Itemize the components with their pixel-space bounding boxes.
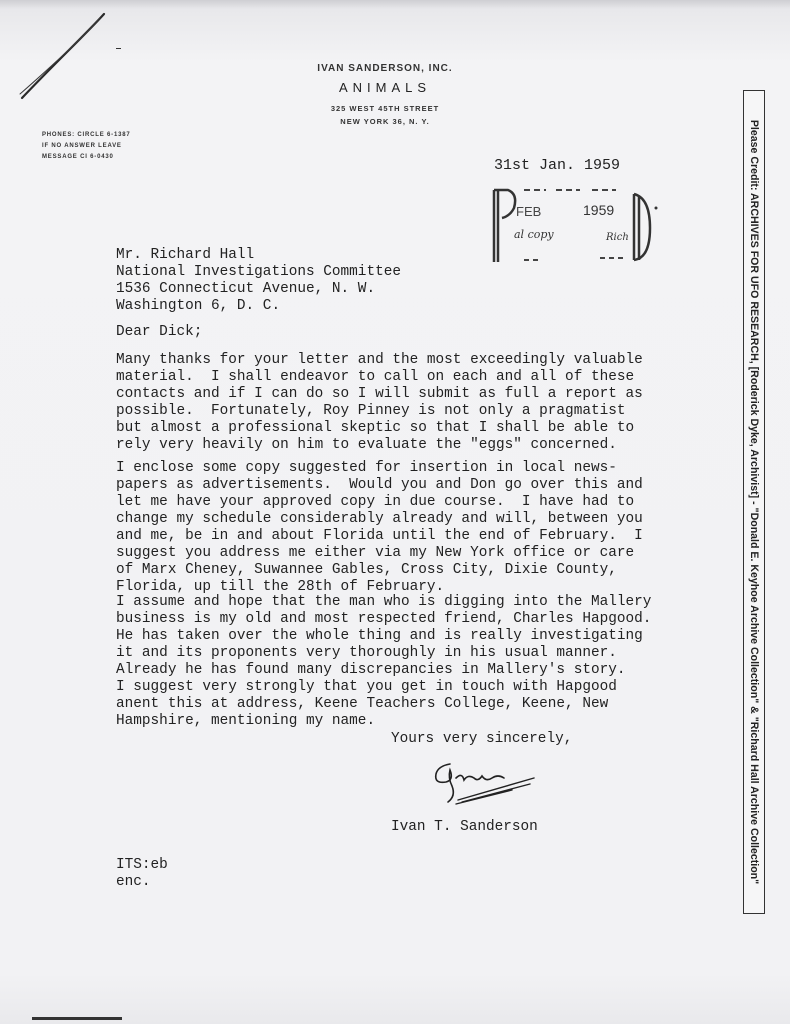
recipient-address: Mr. Richard Hall National Investigations Committee 1536 Connecticut Avenue, N. W. Washington 6, D. C. <box>116 247 401 314</box>
letterhead-company: IVAN SANDERSON, INC. <box>317 63 453 74</box>
received-stamp-year: 1959 <box>583 202 615 218</box>
scan-bottom-mark <box>32 1017 122 1020</box>
received-stamp-initials: Rich <box>606 232 629 243</box>
letterhead-address-line2: NEW YORK 36, N. Y. <box>340 117 430 126</box>
closing: Yours very sincerely, <box>391 731 573 747</box>
archive-credit-text: Please Credit: ARCHIVES FOR UFO RESEARCH, [Roderick Dyke, Archivist] - "Donald E. Keyhoe Archive Collection" & "Richard Hall Archive Collection" <box>748 119 760 885</box>
archive-credit-banner <box>743 90 765 914</box>
letterhead-tagline: ANIMALS <box>338 80 432 95</box>
salutation: Dear Dick; <box>116 324 203 340</box>
letter-date: 31st Jan. 1959 <box>494 157 621 174</box>
letterhead-phone-line1: PHONES: CIRCLE 6-1387 <box>42 132 131 138</box>
reference-initials: ITS:eb enc. <box>116 857 168 890</box>
body-paragraph-3: I assume and hope that the man who is digging into the Mallery business is my old and most respected friend, Charles Hapgood. He has taken over the whole thing and is really investigating it and its proponents very thoroughly in his usual manner. Already he has found many discrepancies in Mallery's story. I suggest very strongly that you get in touch with Hapgood anent this at address, Keene Teachers College, Keene, New Hampshire, mentioning my name. <box>116 594 652 729</box>
letterhead-phone-line3: MESSAGE CI 6-0430 <box>42 154 114 160</box>
received-stamp-frame <box>484 184 660 266</box>
body-paragraph-1: Many thanks for your letter and the most exceedingly valuable material. I shall endeavor to call on each and all of these contacts and if I can do so I will submit as full a report as possible. Fortunately, Roy Pinney is not only a pragmatist but almost a professional skeptic so that I shall be able to rely very heavily on him to evaluate the "eggs" concerned. <box>116 352 643 453</box>
received-stamp-note: al copy <box>514 228 554 241</box>
signature-name: Ivan T. Sanderson <box>391 819 538 835</box>
stray-mark <box>116 48 121 49</box>
handwritten-signature <box>428 752 540 808</box>
received-stamp-month: FEB <box>516 204 542 219</box>
pen-slash-mark <box>16 12 112 102</box>
letterhead-address-line1: 325 WEST 45TH STREET <box>330 104 440 113</box>
body-paragraph-2: I enclose some copy suggested for insertion in local news- papers as advertisements. Would you and Don go over this and let me have your approved copy in due course. I have had to change my schedule considerably already and will, between you and me, be in and about Florida until the end of February. I suggest you address me either via my New York office or care of Marx Cheney, Suwannee Gables, Cross City, Dixie County, Florida, up till the 28th of February. <box>116 460 643 595</box>
scan-edge <box>0 0 790 9</box>
received-stamp <box>484 184 660 266</box>
letterhead-phone-line2: IF NO ANSWER LEAVE <box>42 143 122 149</box>
